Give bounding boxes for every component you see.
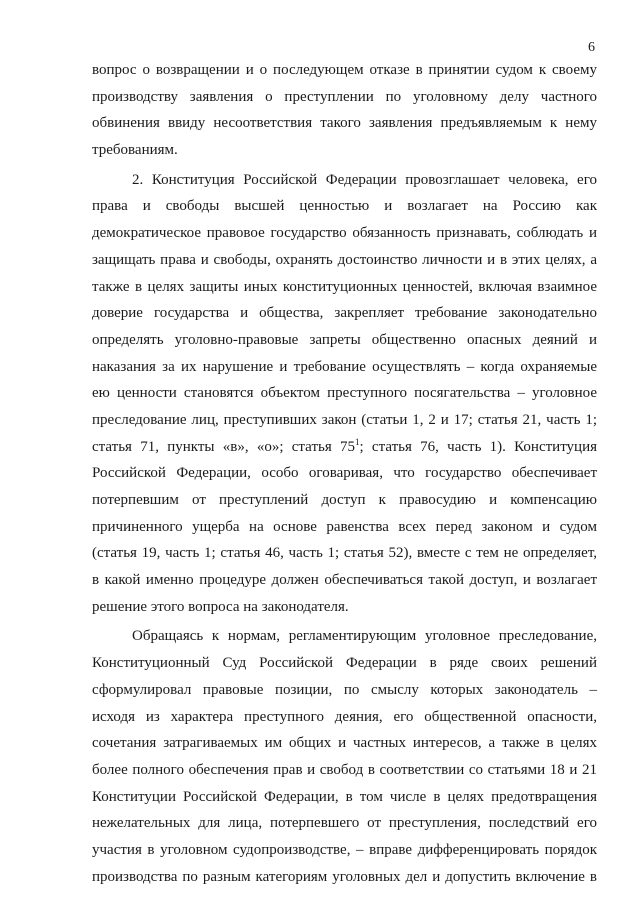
- text-line: обвинения ввиду несоответствия такого заявления предъявляемым к нему: [92, 115, 597, 132]
- text-line: защищать права и свободы, охранять достоинство личности и в этих целях, а: [92, 251, 597, 268]
- text-line: производства по разным категориям уголовных дел и допустить включение в: [92, 868, 597, 885]
- text-line: причиненного ущерба на основе равенства всех перед законом и судом: [92, 518, 597, 535]
- text-line: требованиям.: [92, 142, 178, 159]
- paragraph: [92, 623, 597, 890]
- text-line: Обращаясь к нормам, регламентирующим уголовное преследование,: [132, 628, 597, 645]
- text-line: ею ценности становятся объектом преступного посягательства – уголовное: [92, 385, 597, 402]
- text-line: определять уголовно-правовые запреты общественно опасных деяний и: [92, 331, 597, 348]
- text-line: сочетания затрагиваемых им общих и частных интересов, а также в целях: [92, 735, 597, 752]
- text-line: (статья 19, часть 1; статья 46, часть 1; статья 52), вместе с тем не определяет,: [92, 545, 597, 562]
- text-line: производству заявления о преступлении по уголовному делу частного: [92, 88, 597, 105]
- text-line: статья 71, пункты «в», «о»; статья $75^1$; статья 76, часть 1). Конституция: [92, 436, 598, 455]
- text-line: наказания за их нарушение и требование осуществлять – когда охраняемые: [92, 358, 597, 375]
- text-line: 2. Конституция Российской Федерации провозглашает человека, его: [132, 171, 597, 188]
- paragraph: [92, 167, 597, 621]
- text-line: сформулировал правовые позиции, по смыслу которых законодатель –: [92, 681, 597, 698]
- text-line: нежелательных для лица, потерпевшего от преступления, последствий его: [92, 815, 597, 832]
- text-line: права и свободы высшей ценностью и возлагает на Россию как: [92, 198, 597, 215]
- text-line: решение этого вопроса на законодателя.: [92, 598, 349, 615]
- text-line: также в целях защиты иных конституционных ценностей, включая взаимное: [92, 278, 597, 295]
- text-line: демократическое правовое государство обязанность признавать, соблюдать и: [92, 225, 597, 242]
- text-line: вопрос о возвращении и о последующем отказе в принятии судом к своему: [92, 62, 597, 78]
- text-line: Конституционный Суд Российской Федерации в ряде своих решений: [92, 655, 597, 672]
- text-line: потерпевшим от преступлений доступ к правосудию и компенсацию: [92, 492, 597, 508]
- body-text: [92, 57, 597, 890]
- text-line: в какой именно процедуре должен обеспечиваться такой доступ, и возлагает: [92, 572, 597, 589]
- text-line: Конституции Российской Федерации, в том числе в целях предотвращения: [92, 788, 597, 805]
- page-number: 6: [588, 40, 595, 55]
- text-line: участия в уголовном судопроизводстве, – вправе дифференцировать порядок: [92, 841, 597, 858]
- text-line: более полного обеспечения прав и свобод в соответствии со статьями 18 и 21: [92, 761, 597, 778]
- text-line: доверие государства и общества, закрепляет требование законодательно: [92, 305, 597, 322]
- text-line: преследование лиц, преступивших закон (статьи 1, 2 и 17; статья 21, часть 1;: [92, 411, 597, 428]
- text-line: исходя из характера преступного деяния, его общественной опасности,: [92, 708, 597, 725]
- text-line: Российской Федерации, особо оговаривая, что государство обеспечивает: [92, 465, 597, 482]
- paragraph: [92, 57, 597, 164]
